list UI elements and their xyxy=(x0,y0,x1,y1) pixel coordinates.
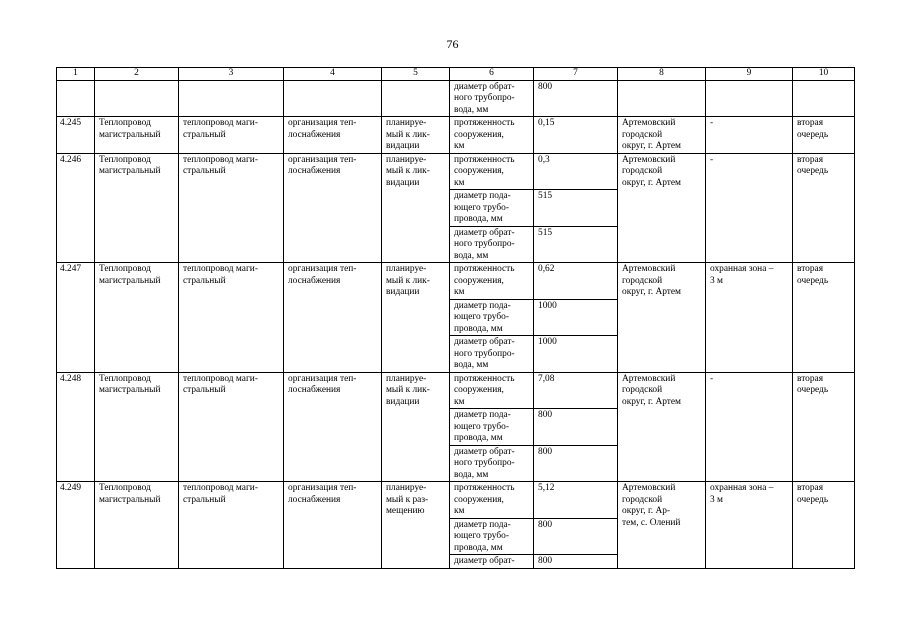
empty-cell xyxy=(706,80,793,117)
object-stage: вторая очередь xyxy=(793,153,855,263)
param-label: диаметр обрат- ного трубопро- вода, мм xyxy=(450,80,534,117)
param-label: протяженность сооружения, км xyxy=(450,372,534,409)
object-name: Теплопровод магистральный xyxy=(95,372,179,482)
param-value: 800 xyxy=(534,518,618,555)
object-status: планируе- мый к лик- видации xyxy=(382,117,450,154)
param-label: диаметр обрат- ного трубопро- вода, мм xyxy=(450,336,534,373)
column-number: 6 xyxy=(450,68,534,81)
param-value: 800 xyxy=(534,409,618,446)
param-value: 800 xyxy=(534,445,618,482)
object-stage: вторая очередь xyxy=(793,372,855,482)
column-number: 1 xyxy=(57,68,95,81)
column-number: 2 xyxy=(95,68,179,81)
param-value: 7,08 xyxy=(534,372,618,409)
param-value: 515 xyxy=(534,190,618,227)
object-name: Теплопровод магистральный xyxy=(95,482,179,569)
param-label: диаметр пода- ющего трубо- провода, мм xyxy=(450,409,534,446)
object-type: теплопровод маги- стральный xyxy=(179,482,284,569)
object-location: Артемовский городской округ, г. Артем xyxy=(618,117,706,154)
empty-cell xyxy=(284,80,382,117)
object-name: Теплопровод магистральный xyxy=(95,117,179,154)
param-value: 0,62 xyxy=(534,263,618,300)
table-row xyxy=(57,117,855,154)
object-stage: вторая очередь xyxy=(793,117,855,154)
param-value: 1000 xyxy=(534,336,618,373)
param-label: диаметр пода- ющего трубо- провода, мм xyxy=(450,299,534,336)
param-value: 0,15 xyxy=(534,117,618,154)
column-number: 7 xyxy=(534,68,618,81)
object-stage: вторая очередь xyxy=(793,482,855,569)
column-number: 3 xyxy=(179,68,284,81)
param-label: диаметр обрат- xyxy=(450,555,534,569)
object-location: Артемовский городской округ, г. Артем xyxy=(618,263,706,373)
object-zone: - xyxy=(706,153,793,263)
object-zone: - xyxy=(706,117,793,154)
param-label: протяженность сооружения, км xyxy=(450,153,534,190)
object-purpose: организация теп- лоснабжения xyxy=(284,372,382,482)
param-label: протяженность сооружения, км xyxy=(450,117,534,154)
column-number-row xyxy=(57,68,855,81)
object-status: планируе- мый к лик- видации xyxy=(382,372,450,482)
object-location: Артемовский городской округ, г. Артем xyxy=(618,372,706,482)
continuation-row xyxy=(57,80,855,117)
object-number: 4.246 xyxy=(57,153,95,263)
page-number: 76 xyxy=(446,37,459,51)
empty-cell xyxy=(57,80,95,117)
empty-cell xyxy=(95,80,179,117)
object-name: Теплопровод магистральный xyxy=(95,263,179,373)
column-number: 9 xyxy=(706,68,793,81)
param-value: 800 xyxy=(534,80,618,117)
column-number: 10 xyxy=(793,68,855,81)
object-zone: - xyxy=(706,372,793,482)
param-value: 5,12 xyxy=(534,482,618,519)
param-value: 0,3 xyxy=(534,153,618,190)
object-number: 4.248 xyxy=(57,372,95,482)
object-status: планируе- мый к лик- видации xyxy=(382,263,450,373)
object-purpose: организация теп- лоснабжения xyxy=(284,263,382,373)
empty-cell xyxy=(382,80,450,117)
object-type: теплопровод маги- стральный xyxy=(179,117,284,154)
object-zone: охранная зона – 3 м xyxy=(706,482,793,569)
param-label: протяженность сооружения, км xyxy=(450,263,534,300)
register-table xyxy=(56,67,855,569)
object-name: Теплопровод магистральный xyxy=(95,153,179,263)
table-row xyxy=(57,263,855,300)
empty-cell xyxy=(618,80,706,117)
param-value: 1000 xyxy=(534,299,618,336)
object-type: теплопровод маги- стральный xyxy=(179,153,284,263)
object-status: планируе- мый к раз- мещению xyxy=(382,482,450,569)
param-label: протяженность сооружения, км xyxy=(450,482,534,519)
table-row xyxy=(57,372,855,409)
param-label: диаметр пода- ющего трубо- провода, мм xyxy=(450,190,534,227)
empty-cell xyxy=(793,80,855,117)
object-number: 4.247 xyxy=(57,263,95,373)
object-number: 4.245 xyxy=(57,117,95,154)
object-purpose: организация теп- лоснабжения xyxy=(284,153,382,263)
object-type: теплопровод маги- стральный xyxy=(179,263,284,373)
object-location: Артемовский городской округ, г. Артем xyxy=(618,153,706,263)
table-row xyxy=(57,482,855,519)
object-purpose: организация теп- лоснабжения xyxy=(284,482,382,569)
object-zone: охранная зона – 3 м xyxy=(706,263,793,373)
param-value: 515 xyxy=(534,226,618,263)
object-type: теплопровод маги- стральный xyxy=(179,372,284,482)
object-purpose: организация теп- лоснабжения xyxy=(284,117,382,154)
param-value: 800 xyxy=(534,555,618,569)
table-row xyxy=(57,153,855,190)
empty-cell xyxy=(179,80,284,117)
param-label: диаметр обрат- ного трубопро- вода, мм xyxy=(450,226,534,263)
object-stage: вторая очередь xyxy=(793,263,855,373)
param-label: диаметр пода- ющего трубо- провода, мм xyxy=(450,518,534,555)
column-number: 4 xyxy=(284,68,382,81)
column-number: 8 xyxy=(618,68,706,81)
column-number: 5 xyxy=(382,68,450,81)
param-label: диаметр обрат- ного трубопро- вода, мм xyxy=(450,445,534,482)
object-location: Артемовский городской округ, г. Ар- тем, с. Олений xyxy=(618,482,706,569)
object-number: 4.249 xyxy=(57,482,95,569)
object-status: планируе- мый к лик- видации xyxy=(382,153,450,263)
